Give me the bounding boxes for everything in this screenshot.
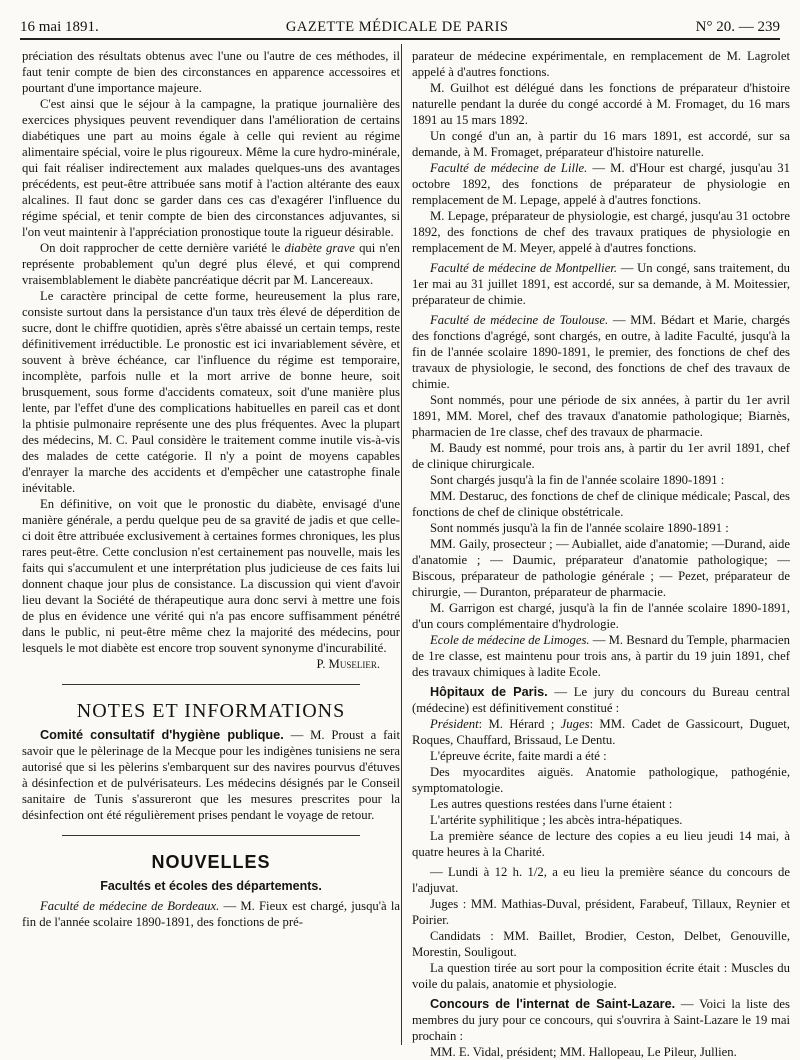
paragraph: Faculté de médecine de Toulouse. — MM. Bédart et Marie, chargés des fonctions d'agrégé, sont chargés, en outre, à ladite Faculté, jusqu'à la fin de l'année scolaire 1890-1891, le premier, des fonctions de chef des travaux de physiologie, le second, des fonctions de chef des travaux de chimie. bbox=[412, 313, 790, 391]
paragraph: Sont chargés jusqu'à la fin de l'année scolaire 1890-1891 : bbox=[430, 473, 725, 487]
paragraph: — Lundi à 12 h. 1/2, a eu lieu la première séance du concours de l'adjuvat. bbox=[412, 865, 790, 895]
paragraph: On doit rapprocher de cette dernière variété le diabète grave qui n'en représente probablement qu'un degré plus élevé, et qui comprend vraisemblablement le diabète pancréatique décrit par M. Lancereaux. bbox=[22, 241, 401, 287]
section-rule bbox=[62, 835, 360, 836]
column-divider bbox=[401, 44, 402, 1045]
paragraph: Candidats : MM. Baillet, Brodier, Ceston, Delbet, Genouville, Morestin, Souligout. bbox=[412, 929, 790, 959]
right-column bbox=[412, 48, 790, 1060]
header-rule bbox=[20, 38, 780, 40]
author-signature: P. Muselier. bbox=[316, 657, 380, 671]
paragraph: L'artérite syphilitique ; les abcès intra-hépatiques. bbox=[430, 813, 683, 827]
nouvelles-heading: NOUVELLES bbox=[151, 852, 271, 872]
paragraph: Faculté de médecine de Bordeaux. — M. Fieux est chargé, jusqu'à la fin de l'année scolaire 1890-1891, des fonctions de pré- bbox=[22, 899, 401, 929]
paragraph: MM. E. Vidal, président; MM. Hallopeau, Le Pileur, Jullien. bbox=[430, 1045, 737, 1059]
paragraph: Concours de l'internat de Saint-Lazare. — Voici la liste des membres du jury pour ce concours, qui s'ouvrira à Saint-Lazare le 19 mai prochain : bbox=[412, 997, 790, 1043]
paragraph: Le caractère principal de cette forme, heureusement la plus rare, consiste surtout dans la persistance d'un taux très élevé de déperdition de sucre, dont le chiffre quotidien, après s'être abaissé un certain temps, reste définitivement irréductible. Le pronostic est ici invariablement sévère, et souvent à brève échéance, car l'influence du régime est temporaire, incomplète, parfois nulle et la mort arrive de bonne heure, soit brusquement, sous forme d'accidents comateux, soit d'une manière plus lente, par l'effet d'une des complications habituelles en pareil cas et dont la phtisie pulmonaire représente une des plus fréquentes. Avec la plupart des médecins, M. C. Paul considère le traitement comme inutile vis-à-vis des malades de cette catégorie. Il n'y a point de moyens capables d'enrayer la marche des accidents et d'empêcher une catastrophe finale inévitable. bbox=[22, 289, 400, 495]
issue-date: 16 mai 1891. bbox=[20, 19, 99, 35]
nouvelles-subheading: Facultés et écoles des départements. bbox=[100, 879, 322, 893]
left-column bbox=[22, 48, 400, 930]
paragraph: L'épreuve écrite, faite mardi a été : bbox=[430, 749, 607, 763]
paragraph: Faculté de médecine de Montpellier. — Un congé, sans traitement, du 1er mai au 31 juillet 1891, est accordé, sur sa demande, à M. Moitessier, préparateur de chimie. bbox=[412, 261, 791, 307]
paragraph: C'est ainsi que le séjour à la campagne, la pratique journalière des exercices physiques peuvent revendiquer dans l'amélioration de certains diabétiques une part au moins égale à celle qui revient au régime alimentaire spécial, voire le plus rigoureux. Même la cure hydro-minérale, qui fait réaliser indirectement aux malades quelques-uns des avantages précédents, est peut-être attribuée sans motif à l'action altérante des eaux alcalines. Il faut donc se garder dans ces cas d'exagérer l'influence du régime spécial, et tenir compte de bien des circonstances adjuvantes, si l'on veut maintenir à l'appréciation pronostique toute la rigueur désirable. bbox=[22, 97, 400, 239]
paragraph: Les autres questions restées dans l'urne étaient : bbox=[430, 797, 673, 811]
paragraph: M. Lepage, préparateur de physiologie, est chargé, jusqu'au 31 octobre 1892, des fonctions de chef des travaux pratiques de physiologie en remplacement de M. Meyer, appelé à d'autres fonctions. bbox=[412, 209, 790, 255]
journal-title: GAZETTE MÉDICALE DE PARIS bbox=[285, 19, 509, 35]
notes-paragraph: Comité consultatif d'hygiène publique. — M. Proust a fait savoir que le pèlerinage de la Mecque pour les indigènes tunisiens ne sera autorisé que si les pèlerins s'embarquent sur des navires pourvus d'étuves à désinfection et de pulvérisateurs. Les médecins désignés par le Conseil sanitaire de Tunis s'assureront que les mesures prescrites pour la désinfection ont été régulièrement prises pendant le voyage de retour. bbox=[22, 728, 400, 822]
paragraph: Sont nommés, pour une période de six années, à partir du 1er avril 1891, MM. Morel, chef des travaux d'anatomie pathologique; Biarnès, pharmacien de 1re classe, chef des travaux de pharmacie. bbox=[412, 393, 790, 439]
page-header bbox=[20, 14, 780, 36]
paragraph: La question tirée au sort pour la composition écrite était : Muscles du voile du palais, anatomie et physiologie. bbox=[412, 961, 790, 991]
paragraph: M. Guilhot est délégué dans les fonctions de préparateur d'histoire naturelle pendant la durée du congé accordé à M. Fromaget, du 16 mars 1891 au 15 mars 1892. bbox=[412, 81, 790, 127]
paragraph: Juges : MM. Mathias-Duval, président, Farabeuf, Tillaux, Reynier et Poirier. bbox=[412, 897, 790, 927]
paragraph: Ecole de médecine de Limoges. — M. Besnard du Temple, pharmacien de 1re classe, est maintenu pour trois ans, à partir du 19 juin 1891, chef des travaux chimiques à ladite Ecole. bbox=[412, 633, 791, 679]
paragraph: Sont nommés jusqu'à la fin de l'année scolaire 1890-1891 : bbox=[430, 521, 729, 535]
paragraph: M. Garrigon est chargé, jusqu'à la fin de l'année scolaire 1890-1891, d'un cours complémentaire d'hydrologie. bbox=[412, 601, 790, 631]
paragraph: Président: M. Hérard ; Juges: MM. Cadet de Gassicourt, Duguet, Roques, Chauffard, Brissaud, Le Dentu. bbox=[412, 717, 790, 747]
paragraph: Faculté de médecine de Lille. — M. d'Hour est chargé, jusqu'au 31 octobre 1892, des fonctions de préparateur de physiologie en remplacement de M. Lepage, appelé à d'autres fonctions. bbox=[412, 161, 790, 207]
paragraph: Des myocardites aiguës. Anatomie pathologique, pathogénie, symptomatologie. bbox=[412, 765, 790, 795]
notes-heading: NOTES ET INFORMATIONS bbox=[76, 700, 346, 722]
page-number: N° 20. — 239 bbox=[695, 19, 780, 35]
paragraph: MM. Gaily, prosecteur ; — Aubiallet, aide d'anatomie; —Durand, aide d'anatomie ; — Daumic, préparateur d'anatomie pathologique; — Biscous, préparateur de pathologie générale ; — Pezet, préparateur de chirurgie, — Duranton, préparateur de pharmacie. bbox=[412, 537, 790, 599]
paragraph: parateur de médecine expérimentale, en remplacement de M. Lagrolet appelé à d'autres fonctions. bbox=[412, 49, 790, 79]
paragraph: Hôpitaux de Paris. — Le jury du concours du Bureau central (médecine) est définitivement constitué : bbox=[412, 685, 790, 715]
paragraph: Un congé d'un an, à partir du 16 mars 1891, est accordé, sur sa demande, à M. Fromaget, préparateur d'histoire naturelle. bbox=[412, 129, 790, 159]
paragraph: MM. Destaruc, des fonctions de chef de clinique médicale; Pascal, des fonctions de chef de clinique obstétricale. bbox=[412, 489, 790, 519]
paragraph: préciation des résultats obtenus avec l'une ou l'autre de ces méthodes, il faut tenir compte de bien des circonstances en apparence accessoires et pourtant d'une importance majeure. bbox=[22, 49, 400, 95]
paragraph: M. Baudy est nommé, pour trois ans, à partir du 1er avril 1891, chef de clinique chirurgicale. bbox=[412, 441, 790, 471]
paragraph: La première séance de lecture des copies a eu lieu jeudi 14 mai, à quatre heures à la Charité. bbox=[412, 829, 790, 859]
paragraph: En définitive, on voit que le pronostic du diabète, envisagé d'une manière générale, a perdu quelque peu de sa gravité de jadis et que celle-ci doit être attribuée exclusivement à certaines formes chroniques, les plus rares peut-être. Cette conclusion n'est certainement pas nouvelle, mais les faits qui s'accumulent et une interprétation plus judicieuse de ces faits lui donnent chaque jour plus de consistance. La discussion qui vient d'avoir lieu devant la Société de thérapeutique aura donc servi à mettre une fois de plus en évidence une vérité qui n'a pas encore suffisamment pénétré dans le public, ni peut-être même chez la majorité des médecins, pour lesquels le mot diabète est encore trop souvent synonyme d'incurabilité. bbox=[22, 497, 400, 655]
section-rule bbox=[62, 684, 360, 685]
